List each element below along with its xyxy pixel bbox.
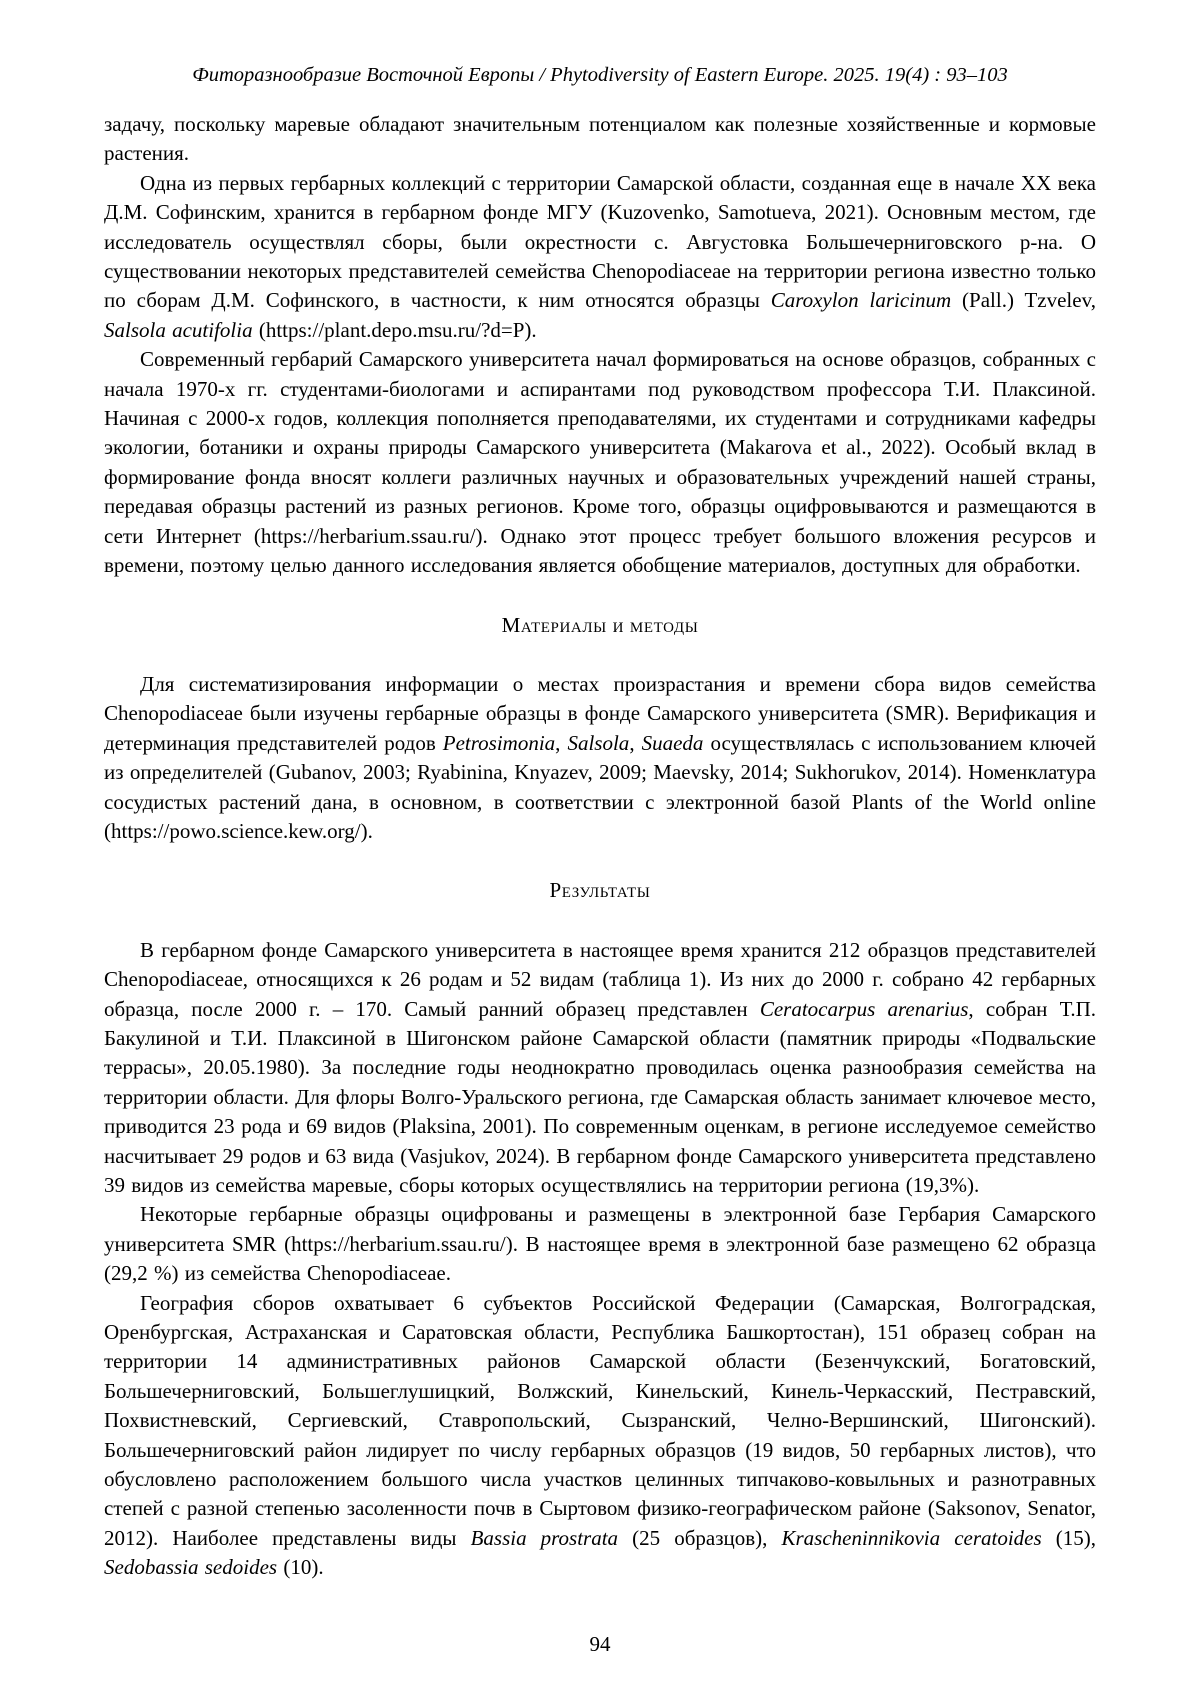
section-heading: Результаты xyxy=(549,878,651,903)
paragraph: География сборов охватывает 6 субъектов Российской Федерации (Самарская, Волгоградская, Оренбургская, Астраханская и Саратовская области, Республика Башкортостан), 151 образец собран на территории 14 административных районов Самарской области (Безенчукский, Богатовский, Большечерниговский, Большеглушицкий, Волжский, Кинельский, Кинель-Черкасский, Пестравский, Похвистневский, Сергиевский, Ставропольский, Сызранский, Челно-Вершинский, Шигонский). Большечерниговский район лидирует по числу гербарных образцов (19 видов, 50 гербарных листов), что обусловлено расположением большого числа участков целинных типчаково-ковыльных и разнотравных степей с разной степенью засоленности почв в Сыртовом физико-географическом районе (Saksonov, Senator, 2012). Наиболее представлены виды Bassia prostrata (25 образцов), Krascheninnikovia ceratoides (15), Sedobassia sedoides (10). xyxy=(104,1290,1096,1580)
document-body xyxy=(104,110,1096,1583)
paragraph: Одна из первых гербарных коллекций с территории Самарской области, созданная еще в начале XX века Д.М. Софинским, хранится в гербарном фонде МГУ (Kuzovenko, Samotueva, 2021). Основным местом, где исследователь осуществлял сборы, были окрестности с. Августовка Большечерниговского р-на. О существовании некоторых представителей семейства Chenopodiaceae на территории региона известно только по сборам Д.М. Софинского, в частности, к ним относятся образцы Caroxylon laricinum (Pall.) Tzvelev, Salsola acutifolia (https://plant.depo.msu.ru/?d=P). xyxy=(104,170,1096,342)
paragraph: Для систематизирования информации о местах произрастания и времени сбора видов семейства Chenopodiaceae были изучены гербарные образцы в фонде Самарского университета (SMR). Верификация и детерминация представителей родов Petrosimonia, Salsola, Suaeda осуществлялась с использованием ключей из определителей (Gubanov, 2003; Ryabinina, Knyazev, 2009; Maevsky, 2014; Sukhorukov, 2014). Номенклатура сосудистых растений дана, в основном, в соответствии с электронной базой Plants of the World online (https://powo.science.kew.org/). xyxy=(104,671,1096,843)
paragraph: Некоторые гербарные образцы оцифрованы и размещены в электронной базе Гербария Самарского университета SMR (https://herbarium.ssau.ru/). В настоящее время в электронной базе размещено 62 образца (29,2 %) из семейства Chenopodiaceae. xyxy=(104,1202,1096,1286)
paragraph: В гербарном фонде Самарского университета в настоящее время хранится 212 образцов представителей Chenopodiaceae, относящихся к 26 родам и 52 видам (таблица 1). Из них до 2000 г. собрано 42 гербарных образца, после 2000 г. – 170. Самый ранний образец представлен Ceratocarpus arenarius, собран Т.П. Бакулиной и Т.И. Плаксиной в Шигонском районе Самарской области (памятник природы «Подвальские террасы», 20.05.1980). За последние годы неоднократно проводилась оценка разнообразия семейства на территории области. Для флоры Волго-Уральского региона, где Самарская область занимает ключевое место, приводится 23 рода и 69 видов (Plaksina, 2001). По современным оценкам, в регионе исследуемое семейство насчитывает 29 родов и 63 вида (Vasjukov, 2024). В гербарном фонде Самарского университета представлено 39 видов из семейства маревые, сборы которых осуществлялись на территории региона (19,3%). xyxy=(104,937,1096,1197)
paragraph: Современный гербарий Самарского университета начал формироваться на основе образцов, собранных с начала 1970-х гг. студентами-биологами и аспирантами под руководством профессора Т.И. Плаксиной. Начиная с 2000-х годов, коллекция пополняется преподавателями, их студентами и сотрудниками кафедры экологии, ботаники и охраны природы Самарского университета (Makarova et al., 2022). Особый вклад в формирование фонда вносят коллеги различных научных и образовательных учреждений нашей страны, передавая образцы растений из разных регионов. Кроме того, образцы оцифровываются и размещаются в сети Интернет (https://herbarium.ssau.ru/). Однако этот процесс требует большого вложения ресурсов и времени, поэтому целью данного исследования является обобщение материалов, доступных для обработки. xyxy=(104,347,1096,578)
page-number: 94 xyxy=(589,1632,611,1656)
section-heading: Материалы и методы xyxy=(501,612,699,637)
paragraph: задачу, поскольку маревые обладают значительным потенциалом как полезные хозяйственные и кормовые растения. xyxy=(104,112,1096,166)
journal-header: Фиторазнообразие Восточной Европы / Phytodiversity of Eastern Europe. 2025. 19(4) : 93–103 xyxy=(192,64,1008,86)
